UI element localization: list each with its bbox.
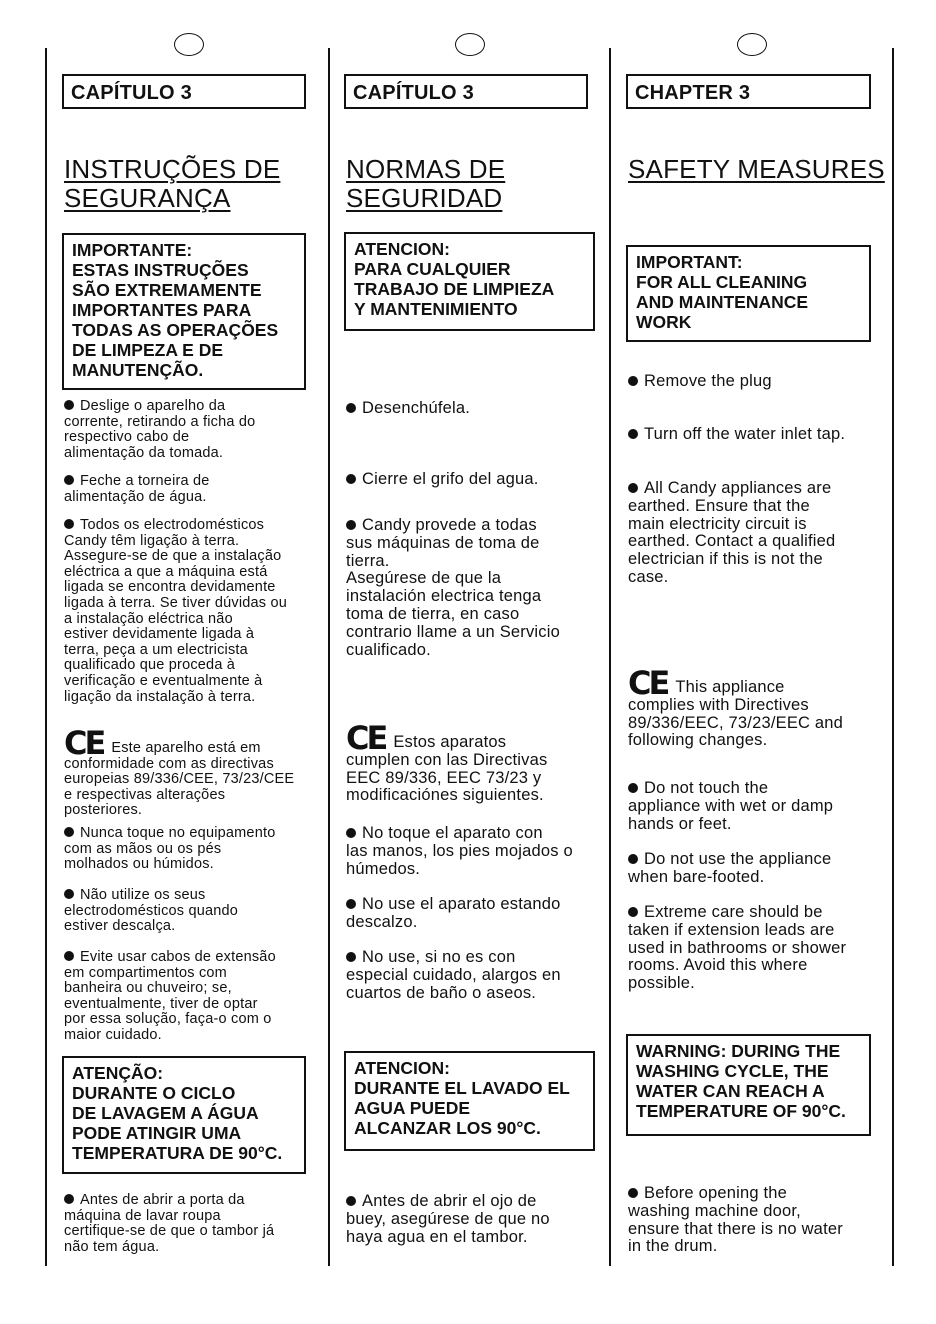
- safety-item-unplug: Remove the plug: [628, 373, 772, 391]
- safety-item-earthing: Candy provede a todas sus máquinas de toma de tierra. Asegúrese de que la instalación electrica tenga toma de tierra, en caso contrario llame a un Servicio cualificado.: [346, 516, 560, 659]
- safety-item-barefoot: No use el aparato estando descalzo.: [346, 895, 561, 931]
- column-divider-1: [328, 48, 330, 1266]
- important-notice-box: IMPORTANT: FOR ALL CLEANING AND MAINTENANCE WORK: [626, 245, 871, 342]
- bullet-dot-icon: [64, 889, 74, 899]
- ce-compliance-note: CE Este aparelho está em conformidade com as directivas europeias 89/336/CEE, 73/23/CEE e respectivas alterações posteriores.: [64, 724, 295, 819]
- bullet-dot-icon: [64, 951, 74, 961]
- ce-mark-icon: CE: [346, 719, 386, 757]
- section-title: SAFETY MEASURES: [628, 154, 885, 184]
- bullet-dot-icon: [628, 1188, 638, 1198]
- safety-item-door: Antes de abrir el ojo de buey, asegúrese de que no haya agua en el tambor.: [346, 1192, 550, 1246]
- bullet-dot-icon: [64, 1194, 74, 1204]
- important-notice-box: ATENCION: PARA CUALQUIER TRABAJO DE LIMPIEZA Y MANTENIMIENTO: [344, 232, 595, 331]
- safety-item-water-tap: Cierre el grifo del agua.: [346, 471, 539, 489]
- bullet-dot-icon: [64, 400, 74, 410]
- ce-compliance-note: CE Estos aparatos cumplen con las Directivas EEC 89/336, EEC 73/23 y modificaciónes siguientes.: [346, 719, 548, 805]
- bullet-dot-icon: [346, 520, 356, 530]
- bullet-dot-icon: [64, 827, 74, 837]
- temperature-warning-box: ATENÇÃO: DURANTE O CICLO DE LAVAGEM A ÁGUA PODE ATINGIR UMA TEMPERATURA DE 90°C.: [62, 1056, 306, 1174]
- safety-item-door: Before opening the washing machine door, ensure that there is no water in the drum.: [628, 1184, 843, 1256]
- temperature-warning-box: ATENCION: DURANTE EL LAVADO EL AGUA PUEDE ALCANZAR LOS 90°C.: [344, 1051, 595, 1151]
- bullet-dot-icon: [346, 952, 356, 962]
- chapter-heading: CHAPTER 3: [626, 74, 871, 109]
- chapter-heading: CAPÍTULO 3: [62, 74, 306, 109]
- safety-item-wet-hands: Nunca toque no equipamento com as mãos ou os pés molhados ou húmidos.: [64, 825, 276, 873]
- safety-item-extension: Extreme care should be taken if extension leads are used in bathrooms or shower rooms. Avoid this where possible.: [628, 903, 847, 993]
- safety-item-extension: Evite usar cabos de extensão em compartimentos com banheira ou chuveiro; se, eventualmente, tiver de optar por essa solução, faça-o com o maior cuidado.: [64, 949, 276, 1043]
- bullet-dot-icon: [346, 828, 356, 838]
- important-notice-box: IMPORTANTE: ESTAS INSTRUÇÕES SÃO EXTREMAMENTE IMPORTANTES PARA TODAS AS OPERAÇÕES DE LIMPEZA E DE MANUTENÇÃO.: [62, 233, 306, 390]
- bullet-dot-icon: [64, 475, 74, 485]
- language-circle-icon: [455, 33, 485, 56]
- language-circle-icon: [737, 33, 767, 56]
- bullet-dot-icon: [346, 474, 356, 484]
- language-circle-icon: [174, 33, 204, 56]
- section-title: NORMAS DE SEGURIDAD: [346, 154, 506, 213]
- bullet-dot-icon: [628, 907, 638, 917]
- bullet-dot-icon: [346, 403, 356, 413]
- safety-item-barefoot: Do not use the appliance when bare-footed.: [628, 850, 832, 886]
- safety-item-wet-hands: No toque el aparato con las manos, los pies mojados o húmedos.: [346, 824, 573, 878]
- safety-item-unplug: Desenchúfela.: [346, 400, 470, 418]
- column-divider-2: [609, 48, 611, 1266]
- safety-item-unplug: Deslige o aparelho da corrente, retirando a ficha do respectivo cabo de alimentação da tomada.: [64, 398, 256, 461]
- column-divider-left: [45, 48, 47, 1266]
- safety-item-barefoot: Não utilize os seus electrodomésticos quando estiver descalça.: [64, 887, 239, 935]
- ce-mark-icon: CE: [64, 724, 104, 762]
- bullet-dot-icon: [628, 483, 638, 493]
- bullet-dot-icon: [628, 376, 638, 386]
- ce-mark-icon: CE: [628, 664, 668, 702]
- safety-item-wet-hands: Do not touch the appliance with wet or damp hands or feet.: [628, 779, 834, 833]
- bullet-dot-icon: [64, 519, 74, 529]
- safety-item-earthing: Todos os electrodomésticos Candy têm ligação à terra. Assegure-se de que a instalação eléctrica a que a máquina está ligada se encontra devidamente ligada à terra. Se tiver dúvidas ou a instalação eléctrica não estiver devidamente ligada à terra, peça a um electricista qualificado que proceda à verificação e eventualmente à ligação da instalação à terra.: [64, 517, 288, 705]
- bullet-dot-icon: [628, 429, 638, 439]
- safety-item-door: Antes de abrir a porta da máquina de lavar roupa certifique-se de que o tambor já não tem água.: [64, 1192, 275, 1255]
- ce-compliance-note: CE This appliance complies with Directives 89/336/EEC, 73/23/EEC and following changes.: [628, 664, 844, 750]
- safety-item-earthing: All Candy appliances are earthed. Ensure that the main electricity circuit is earthed. Contact a qualified electrician if this is not the case.: [628, 479, 836, 586]
- bullet-dot-icon: [346, 899, 356, 909]
- chapter-heading: CAPÍTULO 3: [344, 74, 588, 109]
- bullet-dot-icon: [628, 783, 638, 793]
- bullet-dot-icon: [346, 1196, 356, 1206]
- bullet-dot-icon: [628, 854, 638, 864]
- safety-item-water-tap: Turn off the water inlet tap.: [628, 426, 845, 444]
- safety-item-water-tap: Feche a torneira de alimentação de água.: [64, 473, 210, 505]
- section-title: INSTRUÇÕES DE SEGURANÇA: [64, 154, 281, 213]
- safety-item-extension: No use, si no es con especial cuidado, alargos en cuartos de baño o aseos.: [346, 948, 561, 1002]
- temperature-warning-box: WARNING: DURING THE WASHING CYCLE, THE WATER CAN REACH A TEMPERATURE OF 90°C.: [626, 1034, 871, 1136]
- column-divider-right: [892, 48, 894, 1266]
